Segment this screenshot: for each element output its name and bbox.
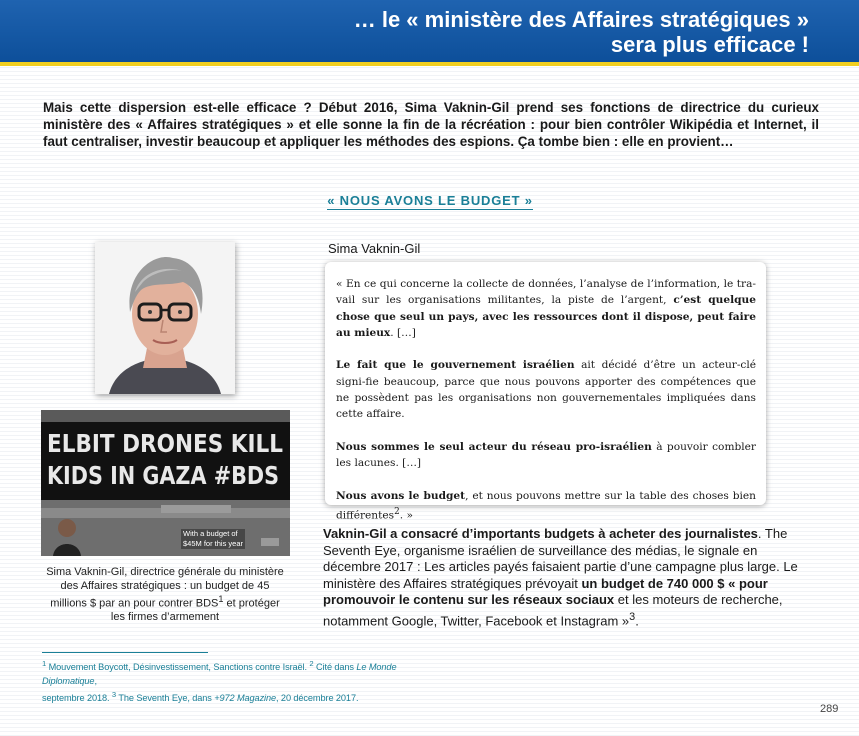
- quote-box: [325, 262, 766, 522]
- section-heading: [300, 193, 560, 208]
- footnote-2-source: Le Monde Diplomatique: [42, 662, 397, 687]
- footnotes: [42, 657, 442, 705]
- quote-p2-emphasis: Le fait que le gouvernement israélien: [336, 359, 575, 372]
- page-number: 289: [820, 703, 839, 715]
- photo-caption-text-a: Sima Vaknin-Gil, directrice générale du ministère des Affaires stratégiques : un budget de 45 millions $ par an pour contrer BDS: [46, 566, 284, 610]
- protest-banner-illustration: [41, 410, 290, 556]
- footnote-2-end: ,: [94, 676, 97, 687]
- portrait-photo: [95, 242, 235, 394]
- section-heading-text: « NOUS AVONS LE BUDGET »: [327, 193, 533, 208]
- quote-p1-text: « En ce qui concerne la collecte de données, l’analyse de l’information, le tra-vail sur les organisations militantes, la piste de l’argent,: [336, 278, 756, 307]
- video-subtitle: [181, 529, 245, 549]
- footnote-1-text: Mouvement Boycott, Désinvestissement, Sanctions contre Israël.: [46, 662, 310, 673]
- footnote-3-end: , 20 décembre 2017.: [276, 693, 359, 704]
- video-subtitle-line-1: With a budget of: [183, 529, 238, 538]
- footnote-ref-1: 1: [218, 594, 224, 604]
- footnote-1-marker: 1: [42, 659, 47, 668]
- body-paragraph: [323, 526, 816, 629]
- footnote-line-2: [42, 688, 442, 705]
- intro-paragraph: Mais cette dispersion est-elle efficace ? Début 2016, Sima Vaknin-Gil prend ses fonctions de directrice du curieux ministère des « Affaires stratégiques » et elle sonne la fin de la récréation : pour bien contrôler Wikipédia et Internet, il faut centraliser, investir beaucoup et appliquer les méthodes des espions. Ça tombe bien : elle en provient…: [43, 100, 819, 149]
- body-text-end: .: [635, 612, 639, 628]
- quote-p3-emphasis: Nous sommes le seul acteur du réseau pro-israélien: [336, 440, 652, 453]
- footnote-3-marker: 3: [111, 690, 117, 700]
- quote-p4-end: . »: [399, 509, 413, 522]
- banner-text-line-2: KIDS IN GAZA #BDS: [47, 461, 279, 490]
- banner-text-line-1: ELBIT DRONES KILL: [47, 429, 284, 458]
- chapter-title-line-1: … le « ministère des Affaires stratégiques »: [353, 7, 809, 32]
- portrait-illustration: [95, 242, 235, 394]
- body-text-2: et les moteurs de recherche, notamment Google, Twitter, Facebook et Instagram »: [323, 592, 783, 628]
- footnote-3-text: The Seventh Eye, dans: [116, 693, 215, 704]
- quote-p4-text: , et nous pouvons mettre sur la table des choses bien différentes: [336, 489, 756, 522]
- footnote-3-source: +972 Magazine: [214, 693, 277, 704]
- quote-paragraph-2: [336, 357, 756, 422]
- chapter-header-bar: [0, 0, 859, 66]
- photo-caption: [45, 566, 285, 625]
- quote-speaker: Sima Vaknin-Gil: [328, 241, 421, 256]
- quote-paragraph-1: [336, 276, 756, 341]
- quote-paragraph-3: [336, 439, 756, 472]
- footnote-2-marker: 2: [309, 659, 314, 668]
- quote-p4-emphasis: Nous avons le budget: [336, 489, 466, 502]
- chapter-title: [169, 7, 809, 57]
- photo-caption-text-b: et protéger les firmes d’armement: [110, 597, 280, 624]
- footnote-2-text: Cité dans: [313, 662, 357, 673]
- body-text-1: . The Seventh Eye, organisme israélien de surveillance des médias, le signale en décembre 2017 : Les articles payés faisaient partie d’une campagne plus large. Le ministère des Affaires stratégiques prévoyait: [323, 526, 798, 591]
- chapter-title-line-2: sera plus efficace !: [610, 32, 809, 57]
- footnote-ref-2: 2: [394, 507, 400, 518]
- quote-p1-end: . […]: [390, 326, 416, 339]
- quote-p3-text: à pouvoir combler les lacunes. […]: [336, 440, 756, 470]
- footnote-ref-3: 3: [629, 610, 636, 623]
- video-still-photo: [41, 410, 290, 556]
- body-emphasis-1: Vaknin-Gil a consacré d’importants budgets à acheter des journalistes: [323, 526, 758, 541]
- quote-p1-emphasis: c’est quelque chose que seul un pays, avec les ressources dont il dispose, peut faire au mieux: [336, 294, 757, 339]
- video-subtitle-line-2: $45M for this year: [183, 539, 244, 548]
- footnote-2-date: septembre 2018.: [42, 693, 112, 704]
- footnote-separator: [42, 652, 208, 653]
- quote-paragraph-4: [336, 488, 756, 524]
- body-emphasis-2: un budget de 740 000 $ « pour promouvoir le contenu sur les réseaux sociaux: [323, 575, 768, 607]
- quote-p2-text: ait décidé d’être un acteur-clé signi-fie beaucoup, parce que nous pouvons apporter des compétences que ne possèdent pas les organisations non gouvernementales impliquées dans cette affaire.: [336, 359, 756, 421]
- footnote-line-1: [42, 657, 442, 688]
